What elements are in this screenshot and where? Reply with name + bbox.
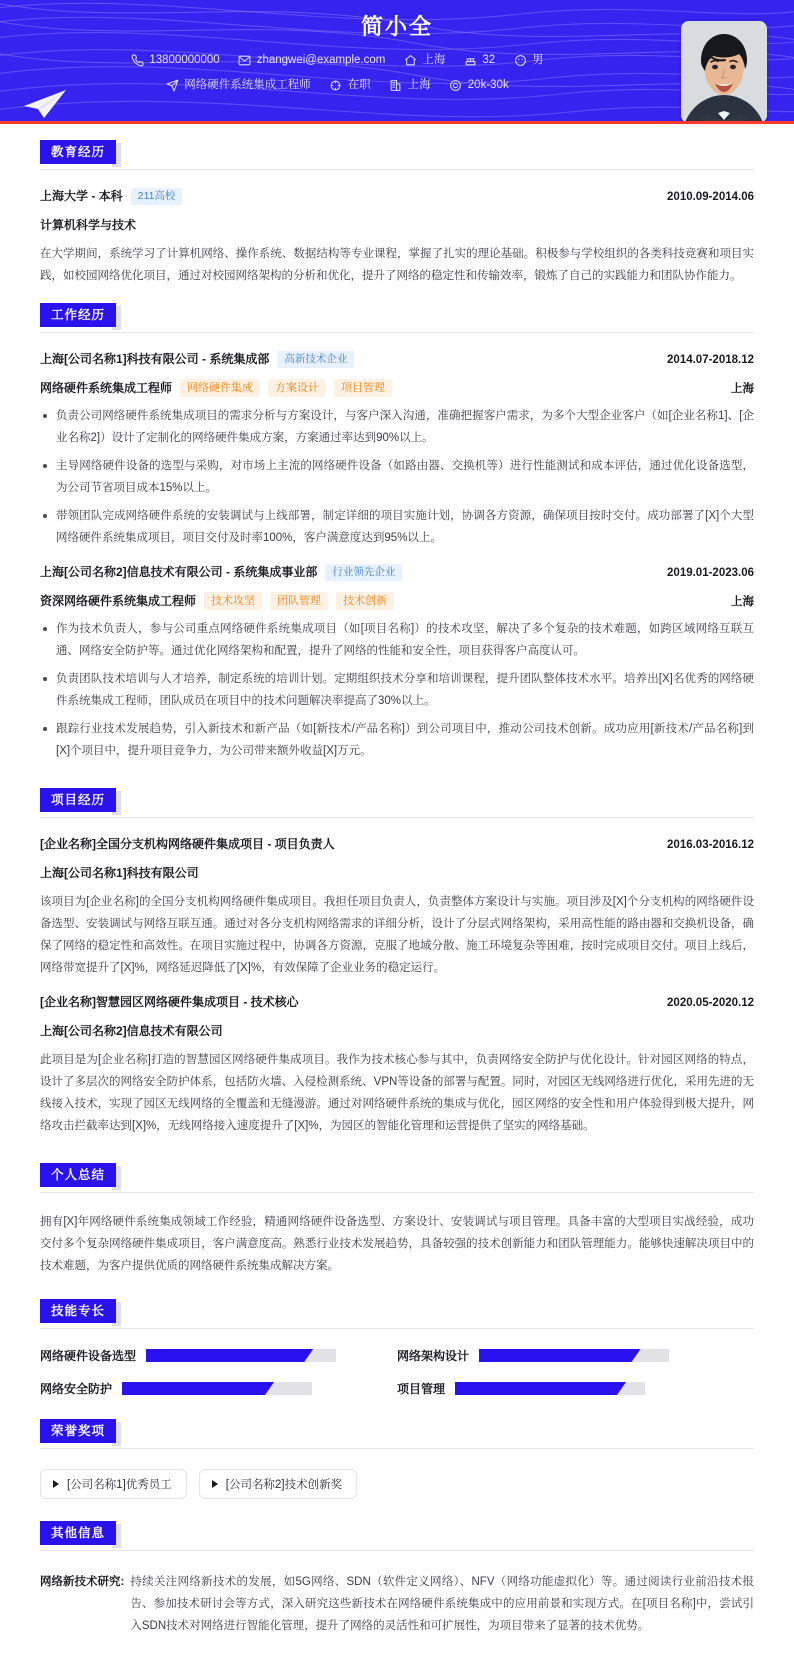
building-icon <box>389 78 403 92</box>
company-name: 上海[公司名称1]科技有限公司 - 系统集成部 <box>40 352 270 366</box>
contact-phone <box>130 50 219 70</box>
work-bullet: 主导网络硬件设备的选型与采购，对市场上主流的网络硬件设备（如路由器、交换机等）进行性能测试和成本评估，通过优化设备选型，为公司节省项目成本15%以上。 <box>40 455 754 499</box>
job-status <box>329 75 371 95</box>
play-triangle-icon <box>53 1480 59 1488</box>
skill-bar-track <box>146 1349 336 1362</box>
skill-label: 网络架构设计 <box>397 1349 470 1363</box>
salary-range-value: 20k-30k <box>467 79 509 91</box>
job-status-value: 在职 <box>347 79 371 91</box>
skill-label: 网络安全防护 <box>40 1382 113 1396</box>
work-bullet: 带领团队完成网络硬件系统的安装调试与上线部署，制定详细的项目实施计划，协调各方资源，确保项目按时交付。成功部署了[X]个大型网络硬件系统集成项目，项目交付及时率100%，客户满意度达到95%以上。 <box>40 505 754 549</box>
section-rule <box>40 1328 754 1329</box>
position-tag: 技术攻坚 <box>204 592 262 610</box>
cake-icon <box>463 53 477 67</box>
project-description: 该项目为[企业名称]的全国分支机构网络硬件集成项目。我担任项目负责人，负责整体方案设计与实施。项目涉及[X]个分支机构的网络硬件设备选型、安装调试与网络互联互通。通过对各分支机构网络需求的详细分析，设计了分层式网络架构，采用高性能的路由器和交换机设备，确保了网络的稳定性和高效性。在项目实施过程中，协调各方资源，克服了地域分散、施工环境复杂等困难，按时完成项目交付。项目上线后，网络带宽提升了[X]%，网络延迟降低了[X]%，有效保障了企业业务的稳定运行。 <box>40 896 754 974</box>
school-name: 上海大学 - 本科 <box>40 189 123 203</box>
section-header-education <box>40 140 754 174</box>
send-icon <box>165 78 179 92</box>
contact-email-value: zhangwei@example.com <box>256 54 386 66</box>
skill-bar-fill <box>479 1349 641 1362</box>
company-badge: 高新技术企业 <box>277 351 354 368</box>
play-triangle-icon <box>212 1480 218 1488</box>
work-entry <box>40 563 754 762</box>
contact-phone-value: 13800000000 <box>149 54 220 66</box>
status-icon <box>329 78 343 92</box>
section-rule <box>40 332 754 333</box>
work-city <box>389 75 431 95</box>
section-rule <box>40 817 754 818</box>
position-tag: 团队管理 <box>270 592 328 610</box>
work-position-row <box>40 592 754 610</box>
section-title-summary: 个人总结 <box>40 1163 116 1187</box>
section-title-work: 工作经历 <box>40 303 116 327</box>
work-date: 2019.01-2023.06 <box>667 567 754 579</box>
project-company: 上海[公司名称2]信息技术有限公司 <box>40 1024 223 1038</box>
section-title-skills: 技能专长 <box>40 1299 116 1323</box>
work-bullet: 作为技术负责人，参与公司重点网络硬件系统集成项目（如[项目名称]）的技术攻坚，解决了多个复杂的技术难题，如跨区域网络互联互通、网络安全防护等。通过优化网络架构和配置，提升了网络的性能和安全性，项目获得客户高度认可。 <box>40 618 754 662</box>
skill-bar-track <box>455 1382 645 1395</box>
position-title: 资深网络硬件系统集成工程师 <box>40 594 197 608</box>
section-rule <box>40 1550 754 1551</box>
skill-bar-fill <box>122 1382 274 1395</box>
skill-item <box>40 1347 397 1364</box>
page-title: 简小全 <box>360 14 433 39</box>
project-name: [企业名称]全国分支机构网络硬件集成项目 - 项目负责人 <box>40 837 335 851</box>
work-date: 2014.07-2018.12 <box>667 354 754 366</box>
education-description: 在大学期间，系统学习了计算机网络、操作系统、数据结构等专业课程，掌握了扎实的理论基础。积极参与学校组织的各类科技竞赛和项目实践，如校园网络优化项目，通过对校园网络架构的分析和优化，提升了网络的稳定性和传输效率，锻炼了自己的实践能力和团队协作能力。 <box>40 248 754 282</box>
contact-age-value: 32 <box>482 54 496 66</box>
section-header-work <box>40 303 754 337</box>
skill-label: 项目管理 <box>397 1382 446 1396</box>
avatar <box>681 21 767 123</box>
other-info-text: 持续关注网络新技术的发展，如5G网络、SDN（软件定义网络）、NFV（网络功能虚拟化）等。通过阅读行业前沿技术报告、参加技术研讨会等方式，深入研究这些新技术在网络硬件系统集成中的应用前景和实现方式。在[项目名称]中，尝试引入SDN技术对网络进行智能化管理，提升了网络的灵活性和可扩展性，为项目带来了显著的技术优势。 <box>130 1576 754 1632</box>
section-header-projects <box>40 788 754 822</box>
honors-list <box>40 1469 754 1499</box>
work-bullet: 跟踪行业技术发展趋势，引入新技术和新产品（如[新技术/产品名称]）到公司项目中，推动公司技术创新。成功应用[新技术/产品名称]到[X]个项目中，提升项目竞争力，为公司带来额外收益[X]万元。 <box>40 718 754 762</box>
work-entry <box>40 350 754 549</box>
other-info-label: 网络新技术研究: <box>40 1576 125 1588</box>
contact-line-secondary <box>0 75 794 95</box>
honor-item[interactable] <box>40 1469 187 1499</box>
section-title-honors: 荣誉奖项 <box>40 1419 116 1443</box>
section-header-other <box>40 1521 754 1555</box>
skill-label: 网络硬件设备选型 <box>40 1349 137 1363</box>
project-name: [企业名称]智慧园区网络硬件集成项目 - 技术核心 <box>40 995 299 1009</box>
section-title-projects: 项目经历 <box>40 788 116 812</box>
education-major: 计算机科学与技术 <box>40 218 137 232</box>
resume-header <box>0 0 794 124</box>
job-title-value: 网络硬件系统集成工程师 <box>184 79 311 91</box>
company-badge: 行业领先企业 <box>325 564 402 581</box>
other-info-entry <box>40 1571 754 1637</box>
project-entry <box>40 835 754 979</box>
project-entry <box>40 993 754 1137</box>
home-icon <box>403 53 417 67</box>
education-entry <box>40 187 754 287</box>
skill-bar-track <box>122 1382 312 1395</box>
honor-label: [公司名称2]技术创新奖 <box>225 1479 343 1491</box>
work-bullet: 负责团队技术培训与人才培养，制定系统的培训计划。定期组织技术分享和培训课程，提升团队整体技术水平。培养出[X]名优秀的网络硬件系统集成工程师，团队成员在项目中的技术问题解决率提高了30%以上。 <box>40 668 754 712</box>
section-rule <box>40 1192 754 1193</box>
contact-gender-value: 男 <box>532 54 544 66</box>
skill-item <box>40 1380 397 1397</box>
resume-body <box>0 140 794 1667</box>
work-entry-header <box>40 350 754 368</box>
education-date: 2010.09-2014.06 <box>667 191 754 203</box>
work-bullet: 负责公司网络硬件系统集成项目的需求分析与方案设计，与客户深入沟通，准确把握客户需求，为多个大型企业客户（如[企业名称1]、[企业名称2]）设计了定制化的网络硬件集成方案，方案通过率达到90%以上。 <box>40 405 754 449</box>
position-tag: 方案设计 <box>268 379 326 397</box>
section-rule <box>40 169 754 170</box>
gender-icon <box>513 53 527 67</box>
honor-label: [公司名称1]优秀员工 <box>67 1479 172 1491</box>
work-position-row <box>40 379 754 397</box>
project-entry-header <box>40 835 754 853</box>
contact-age <box>463 50 495 70</box>
skill-item <box>397 1347 754 1364</box>
work-bullets <box>40 618 754 762</box>
skill-bar-track <box>479 1349 669 1362</box>
salary-range <box>449 75 509 95</box>
section-header-skills <box>40 1299 754 1333</box>
section-rule <box>40 1448 754 1449</box>
avatar-portrait <box>681 21 767 123</box>
salary-icon <box>449 78 463 92</box>
honor-item[interactable] <box>199 1469 357 1499</box>
project-company: 上海[公司名称1]科技有限公司 <box>40 866 199 880</box>
project-entry-header <box>40 993 754 1011</box>
work-entry-header <box>40 563 754 581</box>
education-entry-header <box>40 187 754 205</box>
skill-bar-fill <box>146 1349 313 1362</box>
mail-icon <box>238 53 252 67</box>
project-date: 2016.03-2016.12 <box>667 839 754 851</box>
contact-city-value: 上海 <box>422 54 446 66</box>
phone-icon <box>130 53 144 67</box>
work-location: 上海 <box>731 383 754 395</box>
school-badge: 211高校 <box>131 188 183 205</box>
work-location: 上海 <box>731 596 754 608</box>
project-date: 2020.05-2020.12 <box>667 997 754 1009</box>
contact-line-primary <box>0 50 794 70</box>
position-title: 网络硬件系统集成工程师 <box>40 381 173 395</box>
section-header-summary <box>40 1163 754 1197</box>
section-title-education: 教育经历 <box>40 140 116 164</box>
company-name: 上海[公司名称2]信息技术有限公司 - 系统集成事业部 <box>40 565 318 579</box>
skill-bar-fill <box>455 1382 626 1395</box>
section-title-other: 其他信息 <box>40 1521 116 1545</box>
contact-email <box>238 50 386 70</box>
work-bullets <box>40 405 754 549</box>
position-tag: 项目管理 <box>334 379 392 397</box>
work-city-value: 上海 <box>407 79 431 91</box>
skill-item <box>397 1380 754 1397</box>
contact-gender <box>513 50 544 70</box>
project-description: 此项目是为[企业名称]打造的智慧园区网络硬件集成项目。我作为技术核心参与其中，负责网络安全防护与优化设计。针对园区网络的特点，设计了多层次的网络安全防护体系，包括防火墙、入侵检测系统、VPN等设备的部署与配置。同时，对园区无线网络进行优化，采用先进的无线接入技术，实现了园区无线网络的全覆盖和无缝漫游。通过对网络硬件系统的集成与优化，园区网络的安全性和用户体验得到极大提升，网络攻击拦截率达到[X]%，无线网络接入速度提升了[X]%，为园区的智能化管理和运营提供了坚实的网络基础。 <box>40 1054 754 1132</box>
contact-city <box>403 50 445 70</box>
job-title <box>165 75 311 95</box>
position-tag: 网络硬件集成 <box>180 379 260 397</box>
skills-grid <box>40 1347 754 1413</box>
position-tag: 技术创新 <box>336 592 394 610</box>
summary-text: 拥有[X]年网络硬件系统集成领域工作经验，精通网络硬件设备选型、方案设计、安装调试与项目管理。具备丰富的大型项目实战经验，成功交付多个复杂网络硬件集成项目，客户满意度高。熟悉行业技术发展趋势，具备较强的技术创新能力和团队管理能力。能够快速解决项目中的技术难题，为客户提供优质的网络硬件系统集成解决方案。 <box>40 1216 754 1272</box>
section-header-honors <box>40 1419 754 1453</box>
